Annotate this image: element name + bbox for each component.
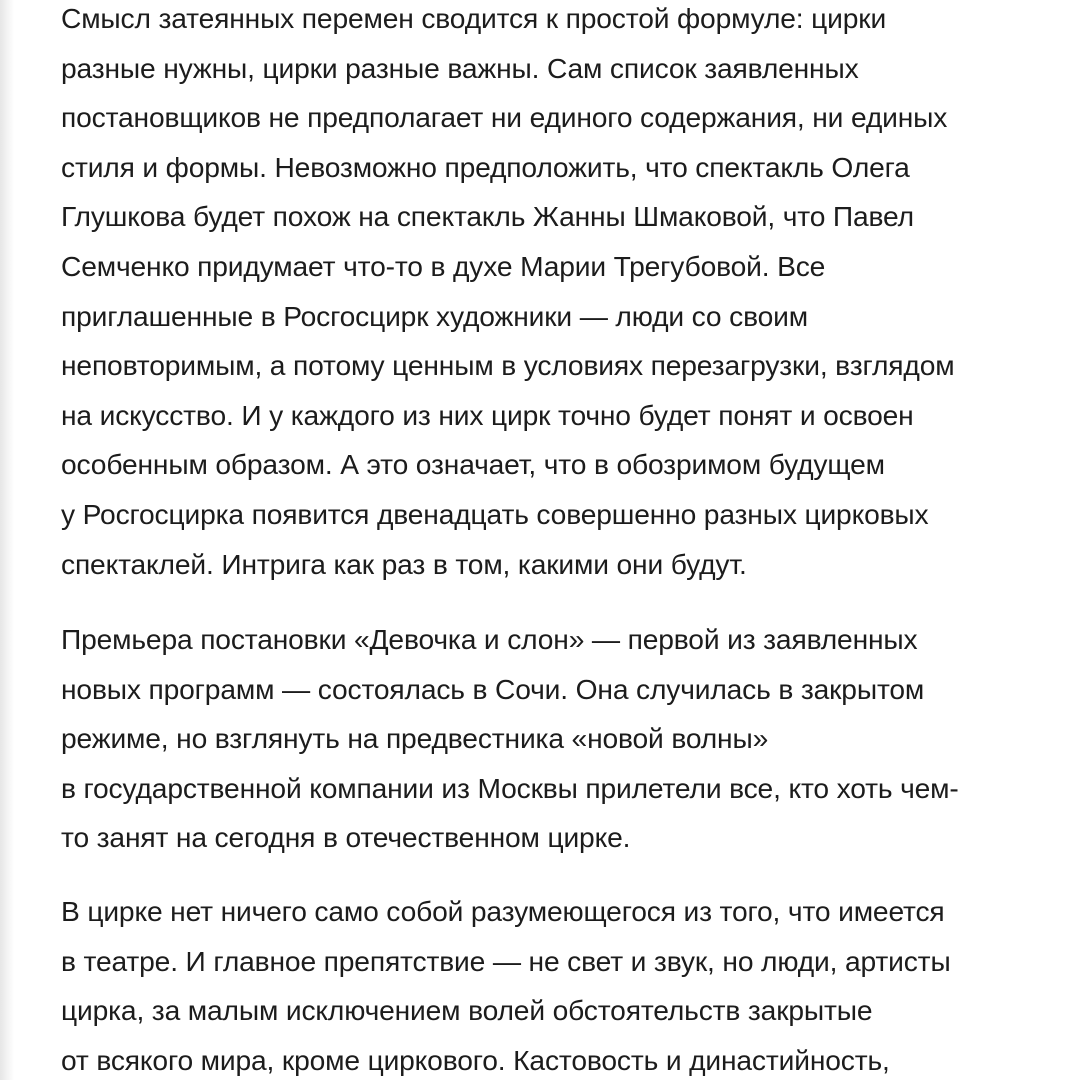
text-line: режиме, но взглянуть на предвестника «новой волны» <box>61 722 769 755</box>
left-edge-shadow <box>0 0 14 1080</box>
paragraph-2 <box>61 615 959 863</box>
text-line: спектаклей. Интрига как раз в том, какими они будут. <box>61 547 747 580</box>
text-line: Семченко придумает что-то в духе Марии Трегубовой. Все <box>61 249 826 282</box>
text-line: особенным образом. А это означает, что в обозримом будущем <box>61 448 885 481</box>
text-line: от всякого мира, кроме циркового. Кастовость и династийность, <box>61 1043 890 1076</box>
text-line: Смысл затеянных перемен сводится к простой формуле: цирки <box>61 2 887 34</box>
text-line: приглашенные в Росгосцирк художники — люди со своим <box>61 299 808 332</box>
paragraph-3 <box>61 887 951 1080</box>
text-line: постановщиков не предполагает ни единого содержания, ни единых <box>61 101 948 134</box>
text-line: новых программ — состоялась в Сочи. Она случилась в закрытом <box>61 672 925 705</box>
text-line: цирка, за малым исключением волей обстоятельств закрытые <box>61 994 873 1027</box>
text-line: в государственной компании из Москвы прилетели все, кто хоть чем- <box>61 771 959 804</box>
paragraph-1 <box>61 0 954 589</box>
text-line: Премьера постановки «Девочка и слон» — первой из заявленных <box>61 623 918 655</box>
text-line: разные нужны, цирки разные важны. Сам список заявленных <box>61 51 859 84</box>
text-line: В цирке нет ничего само собой разумеющегося из того, что имеется <box>61 895 945 927</box>
text-line: на искусство. И у каждого из них цирк точно будет понят и освоен <box>61 398 914 431</box>
text-line: в театре. И главное препятствие — не свет и звук, но люди, артисты <box>61 944 951 977</box>
text-line: то занят на сегодня в отечественном цирке. <box>61 821 631 854</box>
text-line: неповторимым, а потому ценным в условиях перезагрузки, взглядом <box>61 349 955 382</box>
text-line: Глушкова будет похож на спектакль Жанны Шмаковой, что Павел <box>61 200 914 233</box>
text-line: стиля и формы. Невозможно предположить, что спектакль Олега <box>61 150 910 183</box>
text-line: у Росгосцирка появится двенадцать совершенно разных цирковых <box>61 497 929 530</box>
